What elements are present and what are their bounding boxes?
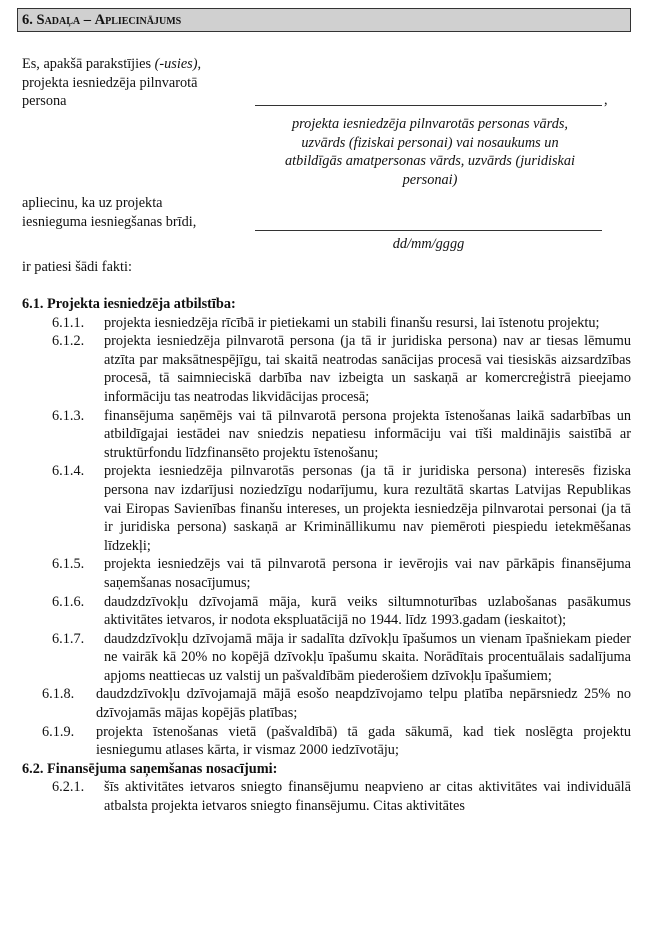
comma: , bbox=[604, 92, 608, 108]
intro-line: projekta iesniedzēja pilnvarotā bbox=[22, 74, 198, 91]
list-item: 6.1.1. projekta iesniedzēja rīcībā ir pietiekami un stabili finanšu resursi, lai īstenotu projektu; bbox=[52, 314, 600, 331]
list-item: 6.1.5. projekta iesniedzējs vai tā pilnvarotā persona ir ievērojis vai nav pārkāpis finansējuma saņemšanas nosacījumus; bbox=[52, 556, 631, 591]
list-item: 6.1.9. projekta īstenošanas vietā (pašvaldībā) tā gada sākumā, kad tiek noslēgta projektu iesniegumu atlases kārta, ir vismaz 2000 iedzīvotāju; bbox=[42, 723, 631, 759]
intro-line: apliecinu, ka uz projekta bbox=[22, 195, 163, 211]
list-item: 6.1.4. projekta iesniedzēja pilnvarotās personas (ja tā ir juridiska persona) interesēs fiziska persona nav izdarījusi noziedzīgu nodarījumu, kura rezultātā skartas Latvijas Republikas vai Eiropas Savienības finanšu intereses, un projekta iesniedzēja pilnvarotai personai (ja tā ir juridiska persona) saskaņā ar Krimināllikumu nav piemēroti piespiedu ietekmēšanas līdzekļi; bbox=[52, 463, 631, 554]
list-item: 6.1.3. finansējuma saņēmējs vai tā pilnvarotā persona projekta īstenošanas laikā sadarbības un atbildīgajai iestādei nav sniedzis nepatiesu informāciju vai tīši maldinājis saistībā ar struktūrfondu līdzfinansēto projektu īstenošanu; bbox=[52, 407, 631, 461]
intro-text-block bbox=[22, 55, 257, 111]
date-line[interactable] bbox=[255, 229, 602, 231]
list-item: 6.1.2. projekta iesniedzēja pilnvarotā persona (ja tā ir juridiska persona) nav ar tiesas lēmumu atzīta par maksātnespējīgu, tai skaitā neatrodas sanācijas procesā vai tiesiskās aizsardzības procesā, tā saimnieciskā darbība nav izbeigta un saskaņā ar komercreģistrā pieejamo informāciju tas neatrodas likvidācijas procesā; bbox=[52, 333, 631, 405]
section-6-1 bbox=[22, 295, 631, 816]
intro-text-block-2 bbox=[22, 194, 257, 231]
intro-line: Es, apakšā parakstījies (-usies), bbox=[22, 56, 202, 72]
list-item: 6.1.7. daudzdzīvokļu dzīvojamā māja ir sadalīta dzīvokļu īpašumos un vienam īpašniekam pieder ne vairāk kā 20% no kopējā dzīvokļu īpašumu skaita. Norādītais procentuālais sadalījuma apjoms neattiecas uz valstij un pašvaldībām piederošiem dzīvokļu īpašumiem; bbox=[52, 630, 631, 684]
list-item: 6.1.8. daudzdzīvokļu dzīvojamajā mājā esošo neapdzīvojamo telpu platība nepārsniedz 25% no dzīvojamās mājas kopējās platības; bbox=[42, 686, 631, 722]
name-caption: projekta iesniedzēja pilnvarotās personas vārds, uzvārds (fiziskai personai) vai nosaukums un atbildīgās amatpersonas vārds, uzvārds (juridiskai personai) bbox=[284, 116, 576, 188]
intro-line: iesnieguma iesniegšanas brīdi, bbox=[22, 213, 197, 230]
section-6-1-title: 6.1. Projekta iesniedzēja atbilstība: bbox=[22, 296, 236, 312]
date-caption: dd/mm/gggg bbox=[392, 236, 465, 252]
section-title-dash: – bbox=[83, 12, 91, 28]
list-item: 6.1.6. daudzdzīvokļu dzīvojamā māja, kurā veiks siltumnoturības uzlabošanas pasākumus aktivitātes ietvaros, ir nodota ekspluatācijā no 1944. līdz 1993.gadam (ieskaitot); bbox=[52, 593, 631, 629]
section-number: 6. bbox=[22, 12, 33, 28]
intro-line-final: ir patiesi šādi fakti: bbox=[22, 259, 132, 275]
list-item: 6.2.1. šīs aktivitātes ietvaros sniegto finansējumu neapvieno ar citas aktivitātes vai individuālā atbalsta projekta ietvaros sniegto finansējumu. Citas aktivitātes bbox=[52, 779, 631, 815]
section-title-part2: Apliecinājums bbox=[94, 12, 182, 28]
intro-line: persona bbox=[22, 93, 67, 110]
section-header bbox=[17, 8, 631, 32]
name-signature-line[interactable] bbox=[255, 104, 602, 106]
section-title-part1: Sadaļa bbox=[36, 12, 81, 28]
section-6-2-title: 6.2. Finansējuma saņemšanas nosacījumi: bbox=[22, 760, 278, 777]
